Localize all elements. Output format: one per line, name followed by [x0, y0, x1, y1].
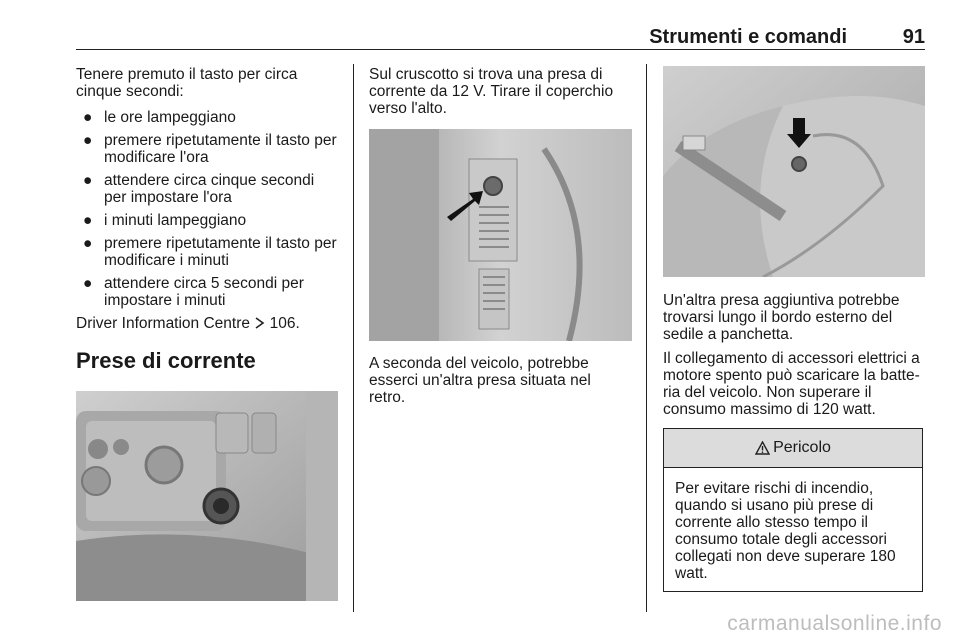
- warning-header: [664, 429, 922, 468]
- header-rule: [76, 49, 925, 50]
- reference-line[interactable]: [76, 315, 338, 332]
- middle-column-lower: [369, 355, 631, 406]
- list-item: ● premere ripetutamente il tasto per modificare l'ora: [83, 132, 337, 166]
- intro-text: Tenere premuto il tasto per circa cinque secondi:: [76, 66, 298, 100]
- arrow-reference-icon: [254, 317, 265, 329]
- list-item: ● attendere circa cinque secondi per impostare l'ora: [83, 172, 315, 206]
- rear-outlet-photo: [369, 129, 632, 341]
- seat-outlet-photo: [663, 66, 925, 277]
- list-item-text: i minuti lampeggiano: [104, 212, 247, 229]
- warning-triangle-icon: [755, 441, 770, 455]
- warning-box: [663, 428, 923, 592]
- middle-column: [369, 66, 631, 117]
- middle-paragraph-1: Sul cruscotto si trova una presa di corrente da 12 V. Tirare il coperchio verso l'alto.: [369, 66, 614, 117]
- column-divider-right: [646, 64, 647, 612]
- list-item-text: premere ripetutamente il tasto per modificare i minuti: [104, 235, 337, 269]
- list-item-text: attendere circa cinque secondi per impostare l'ora: [104, 172, 315, 206]
- column-divider-left: [353, 64, 354, 612]
- right-column: [663, 292, 925, 418]
- dashboard-outlet-photo: [76, 391, 338, 601]
- warning-title: Pericolo: [773, 439, 831, 456]
- page-header: [76, 26, 925, 50]
- warning-body: Per evitare rischi di incendio, quando si usano più prese di corrente allo stesso tempo il consumo totale degli accessori collegati non deve superare 180 watt.: [675, 480, 896, 582]
- page-number: 91: [902, 26, 925, 48]
- list-item: ● le ore lampeggiano: [83, 109, 236, 126]
- middle-paragraph-2: A seconda del veicolo, potrebbe esserci un'altra presa situata nel retro.: [369, 355, 591, 406]
- list-item-text: premere ripetutamente il tasto per modificare l'ora: [104, 132, 337, 166]
- list-item: ● premere ripetutamente il tasto per modificare i minuti: [83, 235, 337, 269]
- watermark: carmanualsonline.info: [727, 612, 942, 635]
- reference-page: 106.: [269, 315, 300, 332]
- list-item: ● attendere circa 5 secondi per impostare i minuti: [83, 275, 304, 309]
- steps-list: [76, 109, 338, 309]
- list-item-text: le ore lampeggiano: [104, 109, 236, 126]
- page-title: Strumenti e comandi: [649, 26, 847, 48]
- right-paragraph-2: Il collegamento di accessori elettrici a motore spento può scaricare la batte-ria del veicolo. Non superare il consumo massimo di 120 watt.: [663, 350, 920, 418]
- left-column: [76, 66, 338, 373]
- list-item: ● i minuti lampeggiano: [83, 212, 247, 229]
- section-heading: Prese di corrente: [76, 348, 256, 373]
- list-item-text: attendere circa 5 secondi per impostare i minuti: [104, 275, 304, 309]
- reference-text: Driver Information Centre: [76, 315, 251, 332]
- right-paragraph-1: Un'altra presa aggiuntiva potrebbe trovarsi lungo il bordo esterno del sedile a panchetta.: [663, 292, 900, 343]
